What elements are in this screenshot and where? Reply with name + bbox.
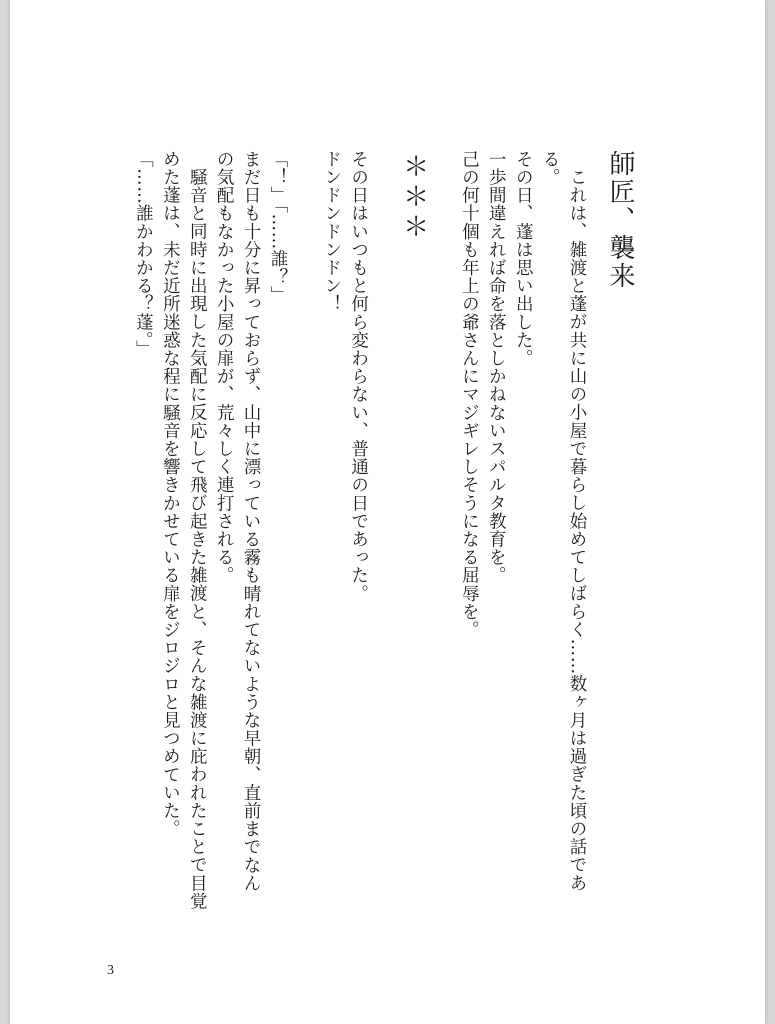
blank-line — [372, 150, 399, 910]
section-separator: ＊＊＊ — [398, 153, 429, 243]
paragraph: まだ日も十分に昇っておらず、山中に漂っている霧も晴れてないような早朝、直前までなんの気配もなかった小屋の扉が、荒々しく連打される。 — [214, 150, 262, 893]
paragraph: ドンドンドンドン！ — [321, 150, 342, 313]
paragraph: 一歩間違えれば命を落としかねないスパルタ教育を。 — [486, 150, 507, 585]
paragraph: 己の何十個も年上の爺さんにマジギレしそうになる屈辱を。 — [459, 150, 480, 639]
paragraph: その日はいつもと何ら変わらない、普通の日であった。 — [348, 150, 369, 603]
dialogue-line: 「……誰かわかる？蓬。」 — [133, 150, 154, 359]
book-page — [10, 0, 765, 1024]
page-body — [110, 150, 640, 910]
blank-line — [429, 150, 456, 910]
chapter-title: 師匠、襲来 — [605, 150, 635, 290]
paragraph: これは、雑渡と蓬が共に山の小屋で暮らし始めてしばらく……数ヶ月は過ぎた頃の話である。 — [540, 150, 587, 892]
page-number: 3 — [107, 963, 114, 978]
paragraph: 騒音と同時に出現した気配に反応して飛び起きた雑渡と、そんな雑渡に庇われたことで目覚めた蓬は、未だ近所迷惑な程に騒音を響きかせている扉をジロジロと見つめていた。 — [160, 150, 208, 910]
blank-line — [291, 150, 318, 910]
paragraph: その日、蓬は思い出した。 — [513, 150, 534, 368]
dialogue-line: 「！」「……誰？」 — [267, 150, 288, 305]
